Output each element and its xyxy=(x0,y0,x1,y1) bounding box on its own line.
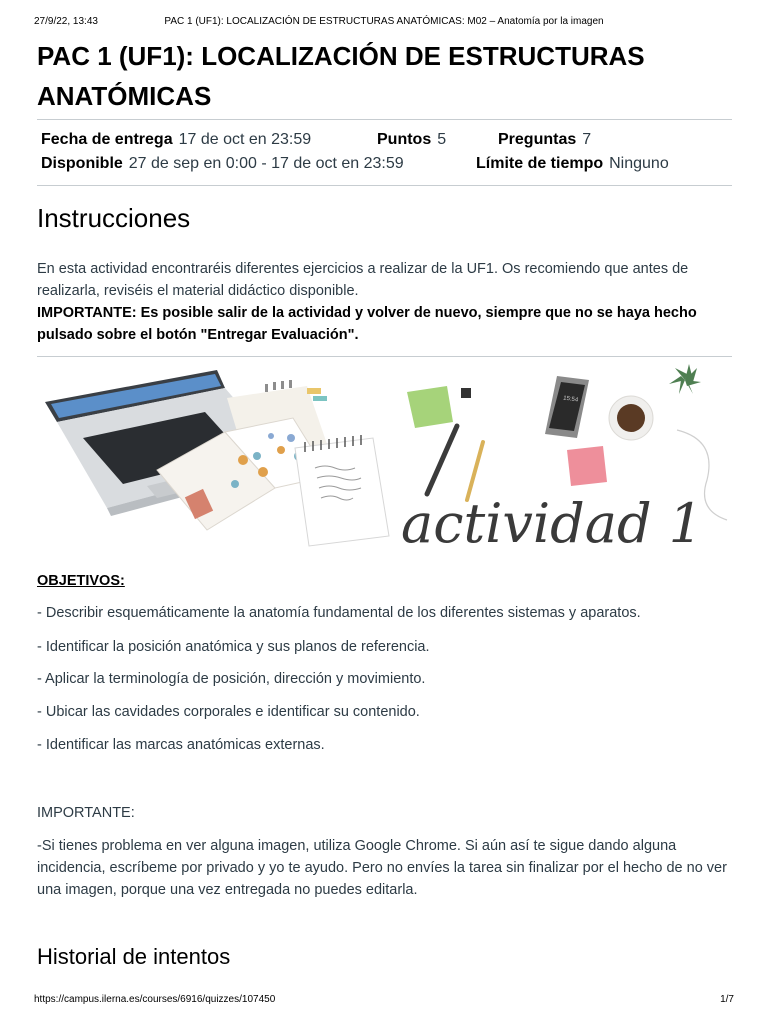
objetivo-item: - Describir esquemáticamente la anatomía fundamental de los diferentes sistemas y aparatos. xyxy=(37,605,641,621)
objetivo-item: - Identificar la posición anatómica y sus planos de referencia. xyxy=(37,639,430,655)
banner-text: actividad 1 xyxy=(401,492,704,555)
divider-top xyxy=(37,119,732,120)
plant-icon xyxy=(669,364,701,394)
quiz-title: PAC 1 (UF1): LOCALIZACIÓN DE ESTRUCTURAS ANATÓMICAS xyxy=(37,41,645,111)
coffee-cup-icon xyxy=(609,396,653,440)
print-datetime: 27/9/22, 13:43 xyxy=(34,16,98,27)
print-page-title: PAC 1 (UF1): LOCALIZACIÓN DE ESTRUCTURAS ANATÓMICAS: M02 – Anatomía por la imagen xyxy=(164,16,604,27)
time-limit-value: Ninguno xyxy=(609,155,669,172)
instructions-intro: En esta actividad encontraréis diferentes ejercicios a realizar de la UF1. Os recomiendo que antes de realizarla, reviséis el material didáctico disponible. xyxy=(37,261,689,299)
print-header xyxy=(34,16,734,30)
questions-label: Preguntas xyxy=(498,131,577,148)
print-url: https://campus.ilerna.es/courses/6916/quizzes/107450 xyxy=(34,994,276,1005)
activity-banner xyxy=(37,360,732,558)
divider-meta xyxy=(37,185,732,186)
instructions-heading: Instrucciones xyxy=(37,203,191,233)
important-note: -Si tienes problema en ver alguna imagen, utiliza Google Chrome. Si aún así te sigue dando alguna incidencia, escríbeme por privado y yo te ayudo. Pero no envíes la tarea sin finalizar por el hecho de no ver una imagen, porque una vez entregada no puedes editarla. xyxy=(37,838,727,898)
objetivo-item: - Aplicar la terminología de posición, dirección y movimiento. xyxy=(37,671,426,687)
questions-value: 7 xyxy=(582,131,592,148)
pens-icon xyxy=(427,426,483,500)
objetivos-heading: OBJETIVOS: xyxy=(37,573,125,589)
due-value: 17 de oct en 23:59 xyxy=(178,131,312,148)
objetivo-item: - Ubicar las cavidades corporales e identificar su contenido. xyxy=(37,704,420,720)
history-heading: Historial de intentos xyxy=(37,944,231,969)
phone-time: 15:54 xyxy=(562,395,579,404)
available-value: 27 de sep en 0:00 - 17 de oct en 23:59 xyxy=(128,155,404,172)
available-label: Disponible xyxy=(41,155,123,172)
important-label: IMPORTANTE: xyxy=(37,805,135,821)
instructions-important: IMPORTANTE: Es posible salir de la actividad y volver de nuevo, siempre que no se haya hecho pulsado sobre el botón "Entregar Evaluación". xyxy=(37,305,697,343)
banner-illustration xyxy=(37,360,732,558)
divider-banner xyxy=(37,356,732,357)
points-label: Puntos xyxy=(377,131,432,148)
due-label: Fecha de entrega xyxy=(41,131,173,148)
time-limit-label: Límite de tiempo xyxy=(476,155,604,172)
print-footer xyxy=(34,994,734,1008)
notepad-icon xyxy=(295,435,389,546)
phone-icon xyxy=(545,376,589,438)
points-value: 5 xyxy=(437,131,447,148)
meta-time-limit xyxy=(476,155,669,173)
print-page-number: 1/7 xyxy=(720,994,734,1005)
meta-available xyxy=(41,155,404,173)
objetivo-item: - Identificar las marcas anatómicas externas. xyxy=(37,737,325,753)
meta-due xyxy=(41,131,311,149)
meta-points xyxy=(377,131,446,149)
meta-questions xyxy=(498,131,591,149)
